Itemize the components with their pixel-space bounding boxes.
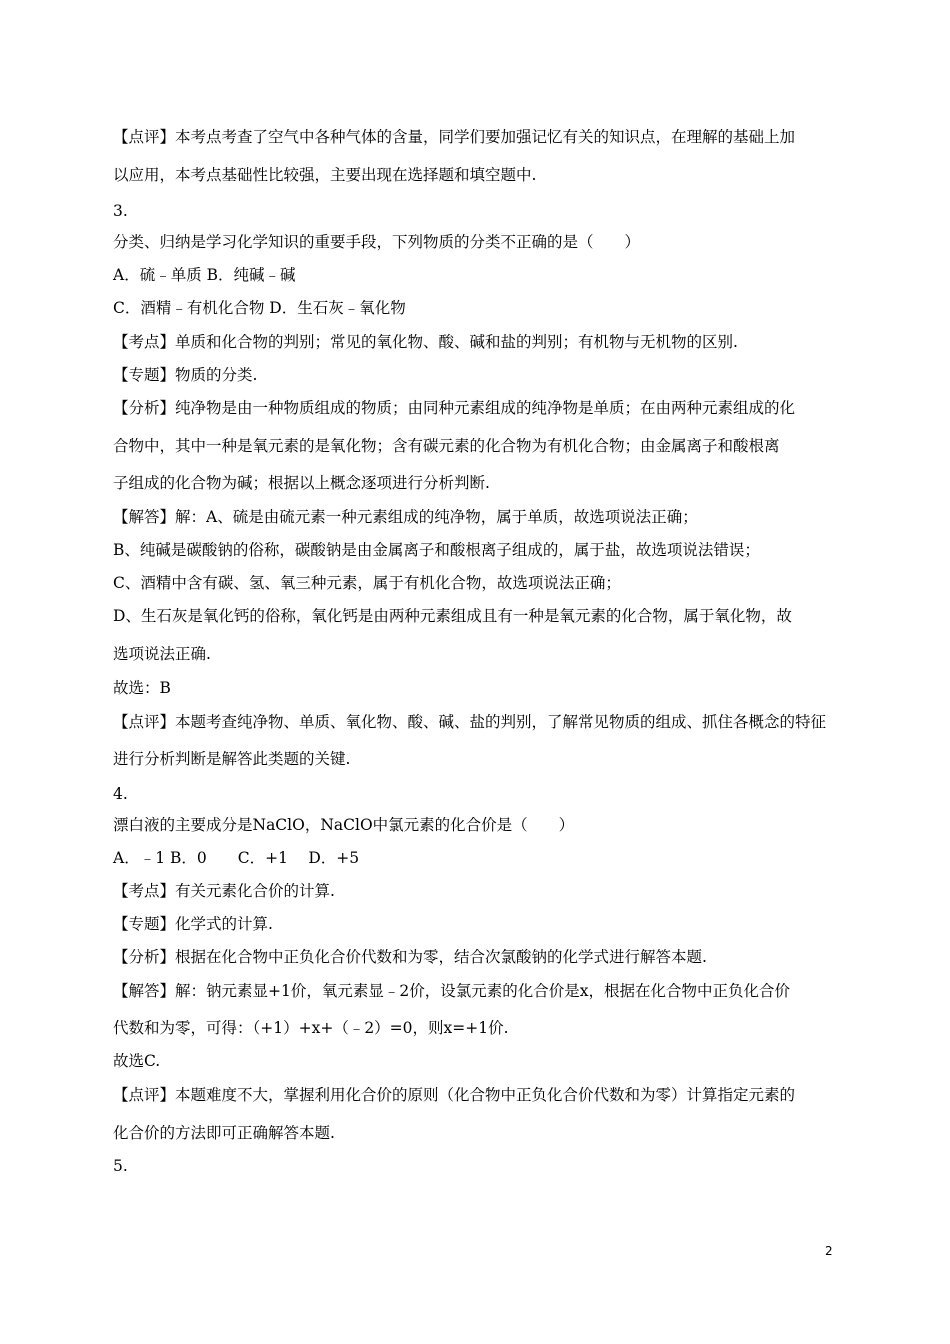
text-line: 分类、归纳是学习化学知识的重要手段，下列物质的分类不正确的是（ ） (113, 233, 641, 251)
text-line: D、生石灰是氧化钙的俗称，氧化钙是由两种元素组成且有一种是氧元素的化合物，属于氧化物，故 (113, 607, 792, 625)
text-line: 5. (113, 1157, 128, 1175)
text-line: 故选：B (113, 679, 171, 697)
text-line: 【分析】根据在化合物中正负化合价代数和为零，结合次氯酸钠的化学式进行解答本题. (113, 948, 707, 966)
text-line: B、纯碱是碳酸钠的俗称，碳酸钠是由金属离子和酸根离子组成的，属于盐，故选项说法错误； (113, 541, 760, 559)
text-line: 故选C. (113, 1052, 161, 1070)
text-line: C、酒精中含有碳、氢、氧三种元素，属于有机化合物，故选项说法正确； (113, 574, 621, 592)
text-line: 漂白液的主要成分是NaClO，NaClO中氯元素的化合价是（ ） (113, 816, 575, 834)
text-line: 【考点】单质和化合物的判别；常见的氧化物、酸、碱和盐的判别；有机物与无机物的区别. (113, 333, 738, 351)
text-line: 【点评】本题考查纯净物、单质、氧化物、酸、碱、盐的判别，了解常见物质的组成、抓住各概念的特征 (113, 713, 827, 731)
text-line: 化合价的方法即可正确解答本题. (113, 1124, 335, 1142)
text-line: 子组成的化合物为碱；根据以上概念逐项进行分析判断. (113, 474, 490, 492)
text-line: 【专题】物质的分类. (113, 366, 258, 384)
text-line: 以应用，本考点基础性比较强，主要出现在选择题和填空题中. (113, 166, 537, 184)
text-line: 代数和为零，可得：（+1）+x+（﹣2）=0，则x=+1价. (113, 1019, 509, 1037)
text-line: 【点评】本题难度不大，掌握利用化合价的原则（化合物中正负化合价代数和为零）计算指定元素的 (113, 1086, 796, 1104)
text-line: 选项说法正确. (113, 645, 211, 663)
text-line: 进行分析判断是解答此类题的关键. (113, 750, 351, 768)
text-line: 【专题】化学式的计算. (113, 915, 273, 933)
text-line: 3. (113, 202, 128, 220)
text-line: A．﹣1 B．0 C．+1 D．+5 (113, 849, 360, 867)
text-line: 4. (113, 785, 128, 803)
text-line: 【点评】本考点考查了空气中各种气体的含量，同学们要加强记忆有关的知识点，在理解的基础上加 (113, 128, 796, 146)
text-line: 【考点】有关元素化合价的计算. (113, 882, 335, 900)
text-line: 合物中，其中一种是氧元素的是氧化物；含有碳元素的化合物为有机化合物；由金属离子和酸根离 (113, 437, 780, 455)
text-line: 【解答】解：钠元素显+1价，氧元素显﹣2价，设氯元素的化合价是x，根据在化合物中正负化合价 (113, 982, 790, 1000)
text-line: C．酒精﹣有机化合物 D．生石灰﹣氧化物 (113, 299, 406, 317)
text-line: 【解答】解：A、硫是由硫元素一种元素组成的纯净物，属于单质，故选项说法正确； (113, 508, 698, 526)
text-line: 【分析】纯净物是由一种物质组成的物质；由同种元素组成的纯净物是单质；在由两种元素组成的化 (113, 399, 796, 417)
text-line: A．硫﹣单质 B．纯碱﹣碱 (113, 266, 296, 284)
page-number: 2 (825, 1244, 833, 1258)
